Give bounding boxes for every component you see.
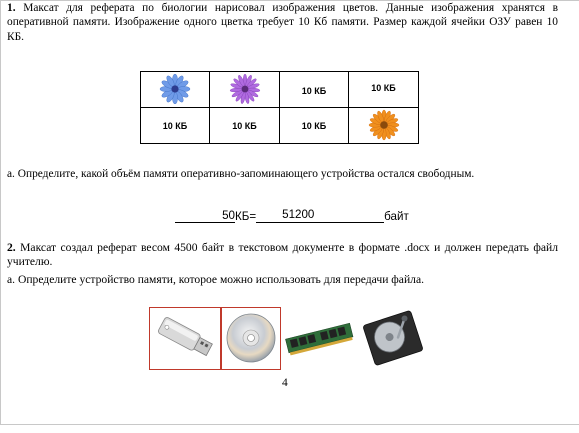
- memory-row-1: [141, 72, 419, 108]
- memory-table: [140, 71, 419, 144]
- orange-flower-icon: [366, 109, 402, 141]
- task2-number: 2.: [7, 241, 16, 254]
- answer-blank-kb[interactable]: [175, 210, 235, 223]
- memory-cell-r2c1: 10 КБ: [141, 108, 210, 144]
- hard-disk-icon: [358, 309, 428, 367]
- memory-cell-flower-purple: [210, 72, 280, 108]
- answer-unit-bytes: байт: [384, 210, 409, 223]
- usb-flash-drive-icon: [150, 308, 220, 369]
- answer-unit-kb: КБ=: [235, 210, 257, 223]
- memory-cell-r1c3: 10 КБ: [280, 72, 349, 108]
- question-a1: а. Определите, какой объём памяти оперативно-запоминающего устройства остался свободным.: [7, 168, 475, 180]
- memory-cell-r2c2: 10 КБ: [210, 108, 280, 144]
- cd-disc-icon: [222, 308, 280, 369]
- ram-module-option[interactable]: [284, 317, 354, 357]
- page-border-bottom: [0, 424, 579, 425]
- blue-flower-icon: [157, 74, 193, 104]
- memory-cell-r1c4: 10 КБ: [349, 72, 419, 108]
- storage-devices: [148, 307, 438, 370]
- answer-blank-bytes[interactable]: [256, 210, 384, 223]
- answer-value-kb: 50: [222, 209, 235, 222]
- hard-disk-option[interactable]: [358, 309, 428, 367]
- question-a2: а. Определите устройство памяти, которое можно использовать для передачи файла.: [7, 273, 424, 286]
- memory-row-2: [141, 108, 419, 144]
- task2-paragraph: [7, 241, 558, 270]
- purple-flower-icon: [227, 74, 263, 104]
- memory-cell-r2c3: 10 КБ: [280, 108, 349, 144]
- answer-value-bytes: 51200: [282, 208, 315, 221]
- page-border-left: [0, 0, 1, 425]
- memory-cell-flower-orange: [349, 108, 419, 144]
- answer-line: [175, 210, 409, 223]
- task1-number: 1.: [7, 2, 16, 14]
- task1-paragraph: [7, 1, 558, 44]
- task1-text: Максат для реферата по биологии нарисовал изображения цветов. Данные изображения хранятся в оперативной памяти. Изображение одного цветка требует 10 Кб памяти. Размер каждой ячейки ОЗУ равен 10 КБ.: [7, 2, 558, 43]
- usb-flash-drive-option[interactable]: [149, 307, 221, 370]
- memory-cell-flower-blue: [141, 72, 210, 108]
- task2-text: Максат создал реферат весом 4500 байт в текстовом документе в формате .docx и должен передать файл учителю.: [7, 241, 558, 269]
- page-number: 4: [282, 377, 288, 389]
- ram-module-icon: [284, 317, 354, 357]
- cd-disc-option[interactable]: [221, 307, 281, 370]
